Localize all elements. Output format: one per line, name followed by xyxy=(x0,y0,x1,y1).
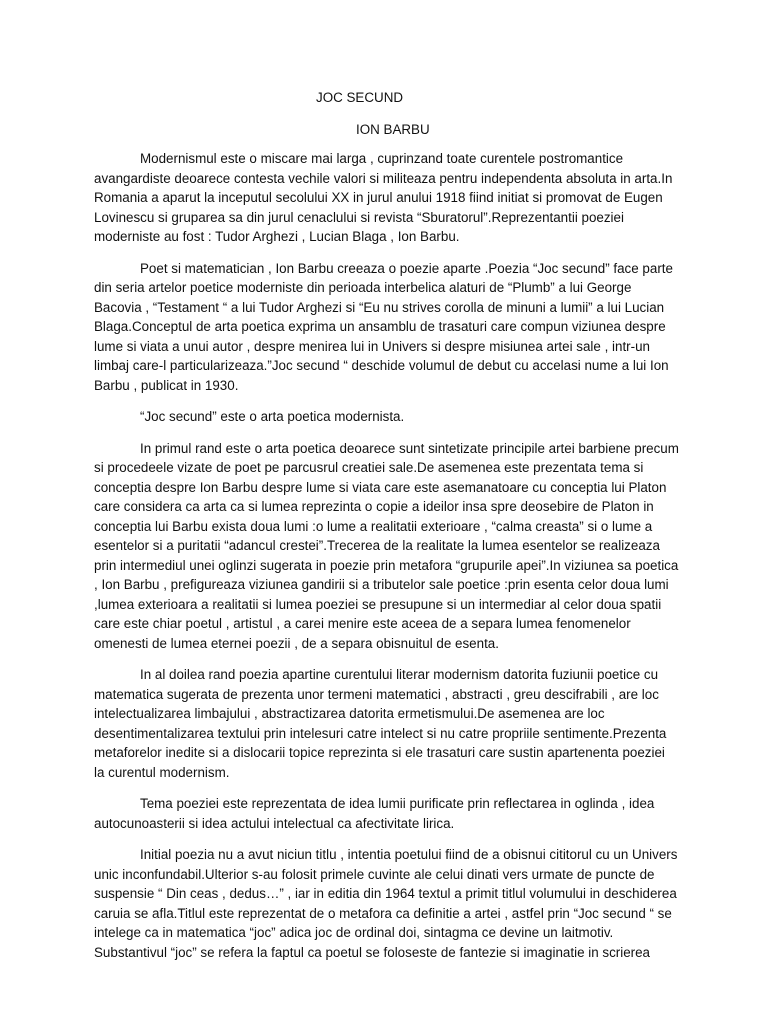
document-title: JOC SECUND xyxy=(316,90,404,105)
paragraph-thesis: “Joc secund” este o arta poetica modernista. xyxy=(140,409,405,424)
paragraph-second-argument: In al doilea rand poezia apartine curentului literar modernism datorita fuziunii poetice cu matematica sugerata de prezenta unor termeni matematici , abstracti , greu descifrabili , are loc intelectualizarea limbajului , abstractizarea datorita ermetismului.De asemenea are loc desentimentalizarea textului prin intelesuri catre intelect si nu catre propriile sentimente.Prezenta metaforelor inedite si a dislocarii topice reprezinta si ele trasaturi care sustin apartenenta poeziei la curentul modernism. xyxy=(94,667,667,780)
author-name: ION BARBU xyxy=(356,122,430,137)
paragraph-poet-mathematician: Poet si matematician , Ion Barbu creeaza o poezie aparte .Poezia “Joc secund” face parte din seria artelor poetice moderniste din perioada interbelica alaturi de “Plumb” a lui George Bacovia , “Testament “ a lui Tudor Arghezi si “Eu nu strives corolla de minuni a lumii” a lui Lucian Blaga.Conceptul de arta poetica exprima un ansamblu de trasaturi care compun viziunea despre lume si viata a unui autor , despre menirea lui in Univers si despre misiunea artei sale , intr-un limbaj care-l particularizeaza.”Joc secund “ deschide volumul de debut cu accelasi nume a lui Ion Barbu , publicat in 1930. xyxy=(94,260,673,393)
document-body xyxy=(94,149,679,974)
paragraph-first-argument: In primul rand este o arta poetica deoarece sunt sintetizate principile artei barbiene precum si procedeele vizate de poet pe parcusrul creatiei sale.De asemenea este prezentata tema si conceptia despre Ion Barbu despre lume si viata care este asemanatoare cu conceptia lui Platon care considera ca arta ca si lumea reprezinta o copie a ideilor insa spre deosebire de Platon in conceptia lui Barbu exista doua lumi :o lume a realitatii exterioare , “calma creasta” si o lume a esentelor si a puritatii “adancul crestei”.Trecerea de la realitate la lumea esentelor se realizeaza prin intermediul unei oglinzi sugerata in poezie prin metafora “grupurile apei”.In viziunea sa poetica , Ion Barbu , prefigureaza viziunea gandirii si a tributelor sale poetice :prin esenta celor doua lumi ,lumea exterioara a realitatii si lumea poeziei se presupune si un intermediar al celor doua spatii care este chiar poetul , artistul , a carei menire este aceea de a separa lumea fenomenelor omenesti de lumea eternei poezii , de a separa obisnuitul de esenta. xyxy=(94,440,679,651)
paragraph-theme: Tema poeziei este reprezentata de idea lumii purificate prin reflectarea in oglinda , idea autocunoasterii si idea actului intelectual ca afectivitate lirica. xyxy=(94,796,655,831)
paragraph-modernism: Modernismul este o miscare mai larga , cuprinzand toate curentele postromantice avangardiste deoarece contesta vechile valori si militeaza pentru independenta absoluta in arta.In Romania a aparut la inceputul secolului XX in jurul anului 1918 fiind initiat si promovat de Eugen Lovinescu si gruparea sa din jurul cenaclului si revista “Sburatorul”.Reprezentantii poeziei moderniste au fost : Tudor Arghezi , Lucian Blaga , Ion Barbu. xyxy=(94,151,673,244)
paragraph-title-history: Initial poezia nu a avut niciun titlu , intentia poetului fiind de a obisnui cititorul cu un Univers unic inconfundabil.Ulterior s-au folosit primele cuvinte ale celui dinati vers urmate de puncte de suspensie “ Din ceas , dedus…” , iar in editia din 1964 textul a primit titlul volumului in deschiderea caruia se afla.Titlul este reprezentat de o metafora ca definitie a artei , astfel prin “Joc secund “ se intelege ca in matematica “joc” adica joc de ordinal doi, sintagma ce devine un laitmotiv. Substantivul “joc” se refera la faptul ca poetul se foloseste de fantezie si imaginatie in scrierea xyxy=(94,847,678,960)
